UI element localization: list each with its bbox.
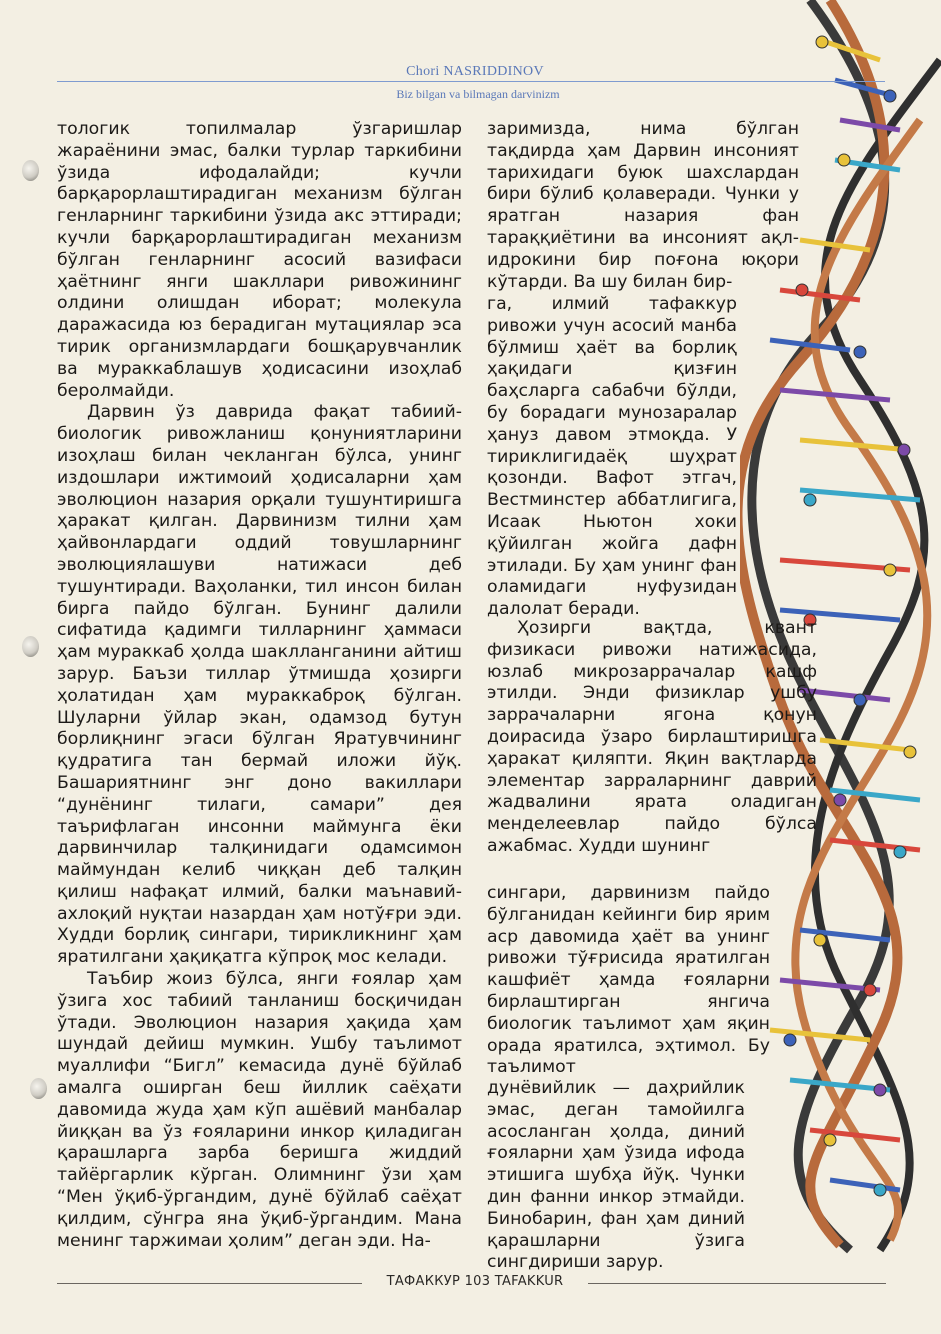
author-name: Chori NASRIDDINOV [406, 64, 544, 79]
right-column-segment [487, 618, 817, 858]
paragraph: Таъбир жоиз бўлса, янги ғоялар ҳам ўзига хос табиий танланиш босқичидан ўтади. Эволюцион назария ҳақида ҳам шундай дейиш мумкин. Ушбу таълимот муаллифи “Бигл” кемасида дунё бўйлаб амалга оширган беш йиллик саёҳати давомида жуда ҳам кўп ашёвий манбалар йиққан ва ўз ғояларини инкор қиладиган қарашларга зарба беришга жиддий тайёргарлик кўрган. Олимнинг ўзи ҳам “Мен ўқиб-ўргандим, дунё бўйлаб саёҳат қилдим, сўнгра яна ўқиб-ўргандим. Мана менинг таржимаи ҳолим” деган эди. На- [57, 969, 462, 1251]
right-column-segment: дунёвийлик — даҳрийлик эмас, деган тамойилга асосланган ҳолда, диний ғояларни ҳам ўзида ифода этишига шубҳа йўқ. Чунки дин фанни инкор этмайди. Бинобарин, фан ҳам диний қарашларни ўзига сингдириши зарур. [487, 1078, 745, 1273]
footer-rule-left [57, 1283, 362, 1284]
right-column-segment: заримизда, нима бўлган тақдирда ҳам Дарвин инсоният тарихидаги буюк шахслардан бири бўлиб қолаверади. Чунки у яратган назария фан тараққиётини ва инсоният ақл-идрокини бир поғона юқори кўтарди. Ва шу билан бир- [487, 119, 799, 292]
header-rule [57, 81, 885, 82]
right-column-segment: га, илмий тафаккур ривожи учун асосий манба бўлмиш ҳаёт ва борлиқ ҳақидаги қизғин баҳсларга сабабчи бўлди, бу борадаги мунозаралар ҳануз давом этмоқда. У тириклигидаёқ шуҳрат қозонди. Вафот этгач, Вестминстер аббатлигига, Исаак Ньютон хоки қўйилган жойга дафн этилади. Бу ҳам унинг фан оламидаги нуфузидан далолат беради. [487, 294, 737, 620]
punch-hole [22, 160, 39, 181]
article-subtitle: Biz bilgan va bilmagan darvinizm [396, 87, 560, 101]
footer-rule-right [588, 1283, 886, 1284]
footer-page-label: ТАФАККУР 103 TAFAKKUR [386, 1274, 564, 1289]
paragraph: тологик топилмалар ўзгаришлар жараёнини эмас, балки турлар таркибини ўзида ифодалайди; кучли барқарорлаштирадиган механизм бўлган генларнинг таркибини ўзида акс эттиради; кучли барқарорлаштирадиган механизм бўлган генларнинг асосий вазифаси ҳаётнинг янги шакллари ривожининг олдини олишдан иборат; молекула даражасида юз берадиган мутациялар эса тирик организмлардаги бошқарувчанлик ва мураккаблашув ҳодисасини изоҳлаб беролмайди. [57, 119, 462, 401]
punch-hole [30, 1078, 47, 1099]
paragraph: Дарвин ўз даврида фақат табиий-биологик ривожланиш қонуниятларини изоҳлаш билан чекланган бўлса, унинг издошлари ижтимоий ҳодисаларни ҳам эволюцион назария орқали тушунтиришга ҳаракат қилган. Дарвинизм тилни ҳам ҳайвонлардаги оддий товушларнинг эволюциялашуви натижаси деб тушунтиради. Ваҳоланки, тил инсон билан бирга пайдо бўлган. Бунинг далили сифатида қадимги тилларнинг ҳаммаси ҳам мураккаб ҳолда шаклланганини айтиш зарур. Баъзи тиллар ўтмишда ҳозирги ҳолатидан ҳам мураккаброқ бўлган. Шуларни ўйлар экан, одамзод бутун борлиқнинг эгаси бўлган Яратувчининг қудратига тан бермай иложи йўқ. Башариятнинг энг доно вакиллари “дунёнинг тилаги, самари” дея таърифлаган инсонни маймунга ёки дарвинчилар талқинидаги одамсимон маймундан келиб чиққан деб талқин қилиш нафақат илмий, балки маънавий-ахлоқий нуқтаи назардан ҳам нотўғри эди. Худди борлиқ сингари, тирикликнинг ҳам яратилгани ҳақиқатга кўпроқ мос келади. [57, 402, 462, 968]
paragraph: Ҳозирги вақтда, квант физикаси ривожи натижасида, юзлаб микрозаррачалар кашф этилди. Энди физиклар ушбу заррачаларни ягона қонун доирасида ўзаро бирлаштиришга ҳаракат қиляпти. Яқин вақтларда элементар зарраларнинг даврий жадвалини ярата оладиган менделеевлар пайдо бўлса ажабмас. Худди шунинг [487, 618, 817, 856]
punch-hole [22, 636, 39, 657]
right-column-segment: сингари, дарвинизм пайдо бўлганидан кейинги бир ярим аср давомида ҳаёт ва унинг ривожи тўғрисида яратилган кашфиёт ҳамда ғояларни бирлаштирган янгича биологик таълимот ҳам яқин орада яратилса, эҳтимол. Бу таълимот [487, 883, 770, 1078]
left-column [57, 119, 462, 1252]
